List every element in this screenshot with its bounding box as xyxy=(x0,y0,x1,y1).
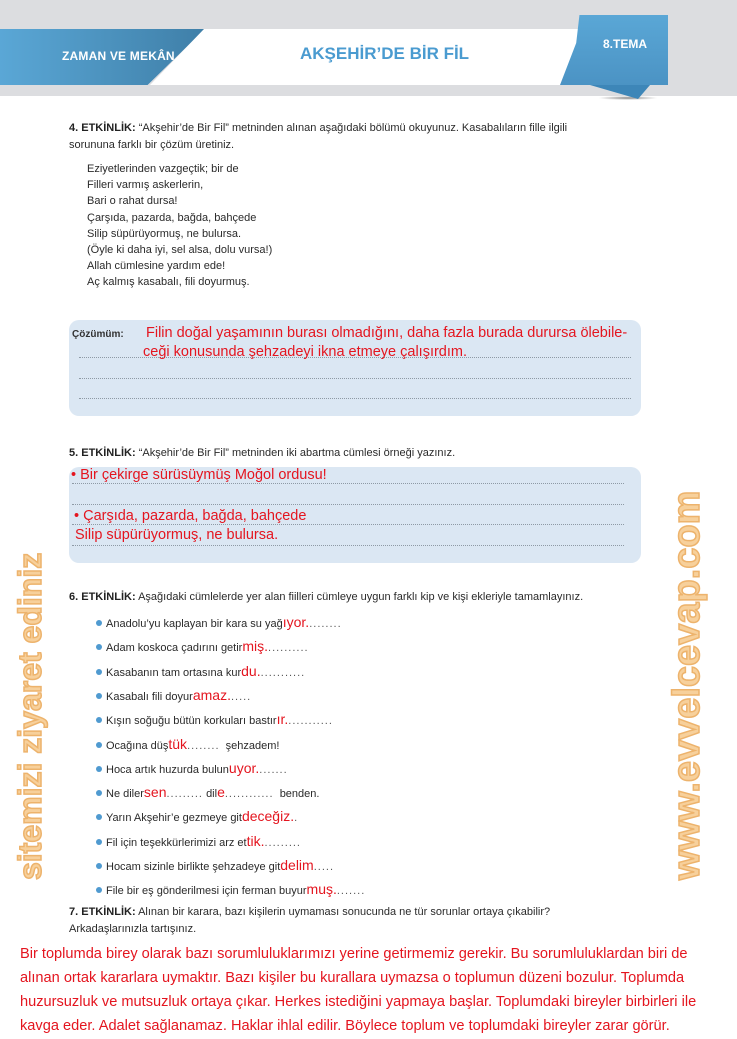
item-text: Anadolu’yu kaplayan bir kara su yağ xyxy=(106,618,283,630)
bullet-icon xyxy=(96,814,102,820)
item-answer: muş. xyxy=(306,881,337,898)
poem-line: Eziyetlerinden vazgeçtik; bir de xyxy=(87,163,239,175)
solution-label: Çözümüm: xyxy=(72,329,124,340)
fill-in-item xyxy=(96,881,365,899)
item-text: Ocağına düş xyxy=(106,739,169,752)
exaggeration-answer-2: • Çarşıda, pazarda, bağda, bahçede xyxy=(74,508,307,524)
bullet-icon xyxy=(96,790,102,796)
bullet-icon xyxy=(96,620,102,626)
watermark-site: www.evvelcevap.com xyxy=(666,490,708,880)
activity7-label: 7. ETKİNLİK: xyxy=(69,906,136,918)
item-blank: . xyxy=(294,812,299,825)
item-text: Hoca artık huzurda bulun xyxy=(106,763,229,776)
poem-line: Aç kalmış kasabalı, fili doyurmuş. xyxy=(87,276,250,289)
item-text: dil xyxy=(206,788,218,801)
item-answer: tik. xyxy=(246,832,265,849)
poem-line: Allah cümlesine yardım ede! xyxy=(87,260,226,273)
item-text: şehzadem! xyxy=(225,739,280,752)
watermark-slogan: sitemizi ziyaret ediniz xyxy=(12,552,48,880)
fill-in-item xyxy=(96,808,298,826)
item-text: benden. xyxy=(279,788,320,801)
item-blank: ..... xyxy=(230,690,252,703)
item-text: Adam koskoca çadırını getir xyxy=(106,642,243,655)
item-blank: ......... xyxy=(264,836,301,849)
poem-line: Bari o rahat dursa! xyxy=(87,195,178,208)
answer-line xyxy=(72,504,624,505)
item-blank: ........... xyxy=(288,715,333,728)
activity5-question-text: “Akşehir’de Bir Fil” metninden iki abartma cümlesi örneği yazınız. xyxy=(138,447,456,459)
poem-line: Çarşıda, pazarda, bağda, bahçede xyxy=(87,211,257,224)
item-text: Ne diler xyxy=(106,788,144,801)
fill-in-item xyxy=(96,663,305,681)
fill-in-item xyxy=(96,638,309,656)
item-answer: ıyor. xyxy=(282,614,310,630)
fill-in-item xyxy=(96,833,301,851)
bullet-icon xyxy=(96,887,102,893)
activity4-label: 4. ETKİNLİK: xyxy=(69,122,136,134)
item-blank: ........... xyxy=(260,666,306,679)
activity7-question xyxy=(69,904,644,938)
item-answer: miş. xyxy=(242,638,269,655)
item-answer: sen xyxy=(143,784,167,801)
fill-in-item xyxy=(96,614,342,632)
solution-answer-line1: Filin doğal yaşamının burası olmadığını, daha fazla burada durursa ölebile- xyxy=(146,325,628,341)
activity5-label: 5. ETKİNLİK: xyxy=(69,447,136,459)
item-text: Fil için teşekkürlerimizi arz et xyxy=(106,836,247,849)
item-blank: ....... xyxy=(336,885,366,898)
activity4-question-line1: “Akşehir’de Bir Fil” metninden alınan aşağıdaki bölümü okuyunuz. Kasabalıların fille ilgili xyxy=(138,122,568,134)
item-answer: amaz. xyxy=(192,686,231,703)
fill-in-item xyxy=(96,687,251,705)
activity6-question-text: Aşağıdaki cümlelerde yer alan fiilleri cümleye uygun farklı kip ve kişi ekleriyle tamamlayınız. xyxy=(138,591,584,603)
item-blank: ........ xyxy=(309,618,342,630)
item-answer: deceğiz. xyxy=(241,808,295,825)
bullet-icon xyxy=(96,863,102,869)
item-text: Kasabalı fili doyur xyxy=(106,690,193,703)
item-text: Kışın soğuğu bütün korkuları bastır xyxy=(106,715,277,728)
poem-line: (Öyle ki daha iyi, sel alsa, dolu vursa!) xyxy=(87,244,273,257)
activity6-question xyxy=(69,589,583,606)
item-blank: ........ xyxy=(187,739,220,752)
activity7-question-line1: Alınan bir karara, bazı kişilerin uymaması sonucunda ne tür sorunlar ortaya çıkabilir? xyxy=(138,906,551,918)
bullet-icon xyxy=(96,742,102,748)
bullet-icon xyxy=(96,839,102,845)
bullet-icon xyxy=(96,717,102,723)
fill-in-item xyxy=(96,711,333,729)
fill-in-item xyxy=(96,784,319,802)
fill-in-item xyxy=(96,857,334,875)
fill-in-item xyxy=(96,760,288,778)
answer-line xyxy=(79,398,631,399)
item-answer: delim xyxy=(280,857,314,873)
item-answer: tük xyxy=(168,735,188,752)
activity4-question xyxy=(69,120,644,154)
item-blank: ......... xyxy=(166,788,203,801)
poem-line: Filleri varmış askerlerin, xyxy=(87,179,204,192)
bullet-icon xyxy=(96,669,102,675)
theme-tab-shadow xyxy=(598,96,658,100)
item-text: File bir eş gönderilmesi için ferman buyur xyxy=(106,885,307,898)
bullet-icon xyxy=(96,693,102,699)
exaggeration-answer-1: • Bir çekirge sürüsüymüş Moğol ordusu! xyxy=(71,467,327,483)
fill-in-item xyxy=(96,736,279,754)
activity7-answer: Bir toplumda birey olarak bazı sorumluluklarımızı yerine getirmemiz gerekir. Bu sorumluluklardan biri de alınan ortak kararlara uymaktır. Bazı kişiler bu kurallara uymazsa o toplumun düzeni bozulur. Toplumda huzursuzluk ve mutsuzluk ortaya çıkar. Herkes istediğini yapmaya başlar. Toplumdaki bireyler birbirleri ile kavga eder. Adalet sağlanamaz. Haklar ihlal edilir. Böylece toplum ve toplumdaki bireyler zarar görür. xyxy=(20,946,697,1034)
item-text: Kasabanın tam ortasına kur xyxy=(106,666,242,679)
activity7-question-line2: Arkadaşlarınızla tartışınız. xyxy=(69,923,197,935)
activity4-question-line2: sorununa farklı bir çözüm üretiniz. xyxy=(69,139,235,151)
poem xyxy=(87,161,272,291)
item-answer: uyor. xyxy=(228,759,260,776)
item-answer: du. xyxy=(241,662,261,679)
bullet-icon xyxy=(96,766,102,772)
page-title: AKŞEHİR’DE BİR FİL xyxy=(300,44,470,63)
poem-line: Silip süpürüyormuş, ne bulursa. xyxy=(87,227,242,240)
item-answer: ır. xyxy=(276,711,289,728)
item-text: Hocam sizinle birlikte şehzadeye git xyxy=(106,861,281,873)
unit-title: ZAMAN VE MEKÂN xyxy=(62,49,175,63)
item-text: Yarın Akşehir’e gezmeye git xyxy=(106,812,242,825)
item-blank: .......... xyxy=(268,642,309,655)
solution-answer-line2: ceği konusunda şehzadeyi ikna etmeye çalışırdım. xyxy=(143,344,468,360)
activity5-question xyxy=(69,445,455,462)
theme-label: 8.TEMA xyxy=(603,37,648,51)
bullet-icon xyxy=(96,644,102,650)
item-blank: ....... xyxy=(259,763,288,776)
item-blank: ..... xyxy=(313,861,334,873)
exaggeration-answer-2-cont: Silip süpürüyormuş, ne bulursa. xyxy=(75,527,279,543)
item-blank: ............ xyxy=(224,788,274,801)
answer-line xyxy=(79,378,631,379)
item-answer: e xyxy=(217,784,225,801)
answer-line xyxy=(72,545,624,546)
activity6-label: 6. ETKİNLİK: xyxy=(69,591,136,603)
